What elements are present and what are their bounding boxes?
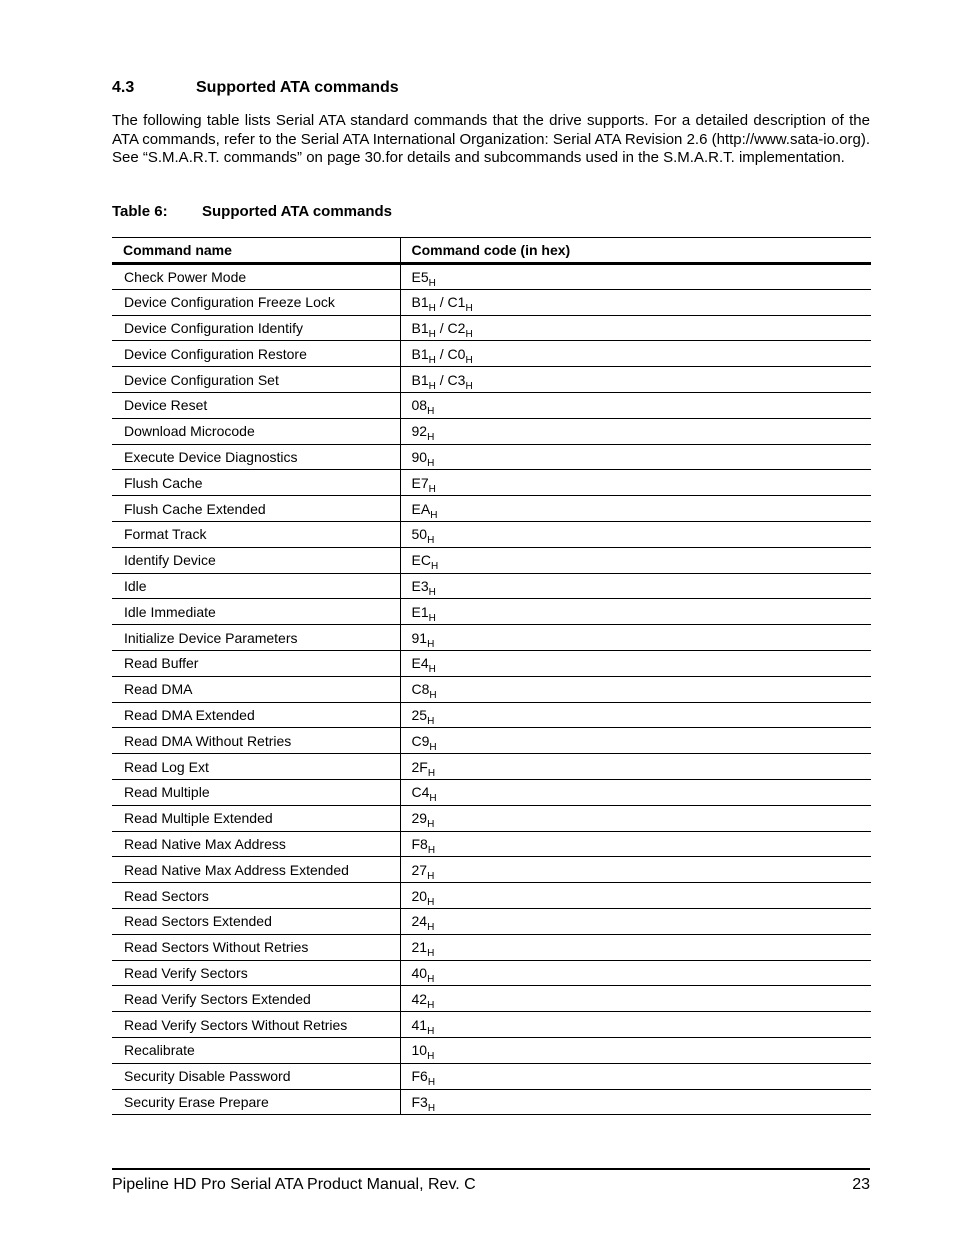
hex-suffix: H <box>428 380 436 392</box>
hex-code: 42 <box>411 990 428 1007</box>
command-code-cell <box>400 264 871 290</box>
hex-suffix: H <box>427 1051 435 1063</box>
table-row <box>112 831 871 857</box>
command-name-cell: Read Native Max Address Extended <box>112 857 400 883</box>
command-code-cell <box>400 650 871 676</box>
hex-code: 50 <box>411 526 428 543</box>
hex-code: C2 <box>447 319 466 336</box>
hex-code: EC <box>411 552 431 569</box>
table-row <box>112 986 871 1012</box>
hex-suffix: H <box>427 1025 435 1037</box>
hex-suffix: H <box>428 303 436 315</box>
table-row <box>112 315 871 341</box>
hex-suffix: H <box>427 844 436 856</box>
section-title: Supported ATA commands <box>196 79 399 96</box>
hex-code: 27 <box>411 861 428 878</box>
hex-code: B1 <box>411 319 429 336</box>
hex-suffix: H <box>428 612 436 624</box>
hex-code: 92 <box>411 423 428 440</box>
command-code-cell <box>400 960 871 986</box>
command-name-cell: Flush Cache <box>112 470 400 496</box>
hex-suffix: H <box>428 354 436 366</box>
hex-code: E3 <box>411 577 429 594</box>
section-number: 4.3 <box>112 79 135 96</box>
hex-code: 24 <box>411 913 428 930</box>
command-code-cell <box>400 547 871 573</box>
table-row <box>112 1037 871 1063</box>
command-name-cell: Read DMA Without Retries <box>112 728 400 754</box>
hex-code: B1 <box>411 371 429 388</box>
code-separator: / <box>435 294 448 311</box>
command-code-cell <box>400 728 871 754</box>
code-separator: / <box>435 345 448 362</box>
table-row <box>112 857 871 883</box>
hex-code: E4 <box>411 655 429 672</box>
hex-suffix: H <box>427 715 435 727</box>
hex-suffix: H <box>428 277 436 289</box>
page-number: 23 <box>852 1176 870 1193</box>
table-row <box>112 496 871 522</box>
hex-code: F3 <box>411 1093 428 1110</box>
command-name-cell: Security Disable Password <box>112 1063 400 1089</box>
table-row <box>112 1012 871 1038</box>
command-code-cell <box>400 392 871 418</box>
table-row <box>112 1063 871 1089</box>
hex-suffix: H <box>427 535 435 547</box>
hex-suffix: H <box>428 664 436 676</box>
table-caption <box>112 203 392 220</box>
table-caption-title: Supported ATA commands <box>202 203 393 220</box>
hex-suffix: H <box>430 509 438 521</box>
table-caption-number: Table 6: <box>112 203 168 220</box>
table-body <box>112 264 871 1115</box>
command-name-cell: Device Configuration Freeze Lock <box>112 289 400 315</box>
command-name-cell: Read Multiple Extended <box>112 805 400 831</box>
table-row <box>112 650 871 676</box>
command-name-cell: Read Verify Sectors Extended <box>112 986 400 1012</box>
hex-suffix: H <box>427 999 435 1011</box>
hex-code: 10 <box>411 1042 428 1059</box>
table-row <box>112 908 871 934</box>
command-name-cell: Recalibrate <box>112 1037 400 1063</box>
hex-code: C3 <box>447 371 466 388</box>
command-name-cell: Read Sectors Extended <box>112 908 400 934</box>
command-code-cell <box>400 805 871 831</box>
command-code-cell <box>400 1037 871 1063</box>
hex-suffix: H <box>427 432 435 444</box>
table-row <box>112 392 871 418</box>
hex-suffix: H <box>428 483 436 495</box>
command-name-cell: Device Configuration Set <box>112 367 400 393</box>
hex-code: C9 <box>411 732 430 749</box>
hex-code: 29 <box>411 810 428 827</box>
table-row <box>112 264 871 290</box>
hex-code: EA <box>411 500 431 517</box>
command-code-cell <box>400 934 871 960</box>
command-code-cell <box>400 470 871 496</box>
hex-suffix: H <box>429 741 437 753</box>
command-code-cell <box>400 315 871 341</box>
hex-code: 25 <box>411 706 428 723</box>
commands-table <box>112 237 871 1115</box>
hex-code: 90 <box>411 448 428 465</box>
command-name-cell: Check Power Mode <box>112 264 400 290</box>
table-row <box>112 599 871 625</box>
intro-paragraph: The following table lists Serial ATA standard commands that the drive supports. For a detailed description of the ATA commands, refer to the Serial ATA International Organization: Serial ATA Revision 2.6 (http://www.sata-io.org). See “S.M.A.R.T. commands” on page 30.for details and subcommands used in the S.M.A.R.T. implementation. <box>112 112 870 167</box>
command-code-cell <box>400 1089 871 1115</box>
hex-code: E1 <box>411 603 429 620</box>
hex-suffix: H <box>428 586 436 598</box>
table-row <box>112 728 871 754</box>
command-code-cell <box>400 521 871 547</box>
command-code-cell <box>400 496 871 522</box>
command-name-cell: Device Configuration Identify <box>112 315 400 341</box>
table-row <box>112 289 871 315</box>
hex-code: C8 <box>411 681 430 698</box>
command-code-cell <box>400 418 871 444</box>
hex-code: 41 <box>411 1016 428 1033</box>
command-code-cell <box>400 1063 871 1089</box>
footer-title: Pipeline HD Pro Serial ATA Product Manual, Rev. C <box>112 1176 476 1193</box>
table-row <box>112 754 871 780</box>
command-name-cell: Idle Immediate <box>112 599 400 625</box>
table-row <box>112 676 871 702</box>
command-code-cell <box>400 754 871 780</box>
hex-code: C0 <box>447 345 466 362</box>
command-name-cell: Read Verify Sectors <box>112 960 400 986</box>
table-row <box>112 470 871 496</box>
footer-rule <box>112 1168 870 1170</box>
command-code-cell <box>400 1012 871 1038</box>
command-name-cell: Download Microcode <box>112 418 400 444</box>
command-name-cell: Read Sectors <box>112 883 400 909</box>
hex-suffix: H <box>427 457 435 469</box>
table-header-row <box>112 238 871 264</box>
hex-suffix: H <box>428 328 436 340</box>
command-name-cell: Read Buffer <box>112 650 400 676</box>
hex-suffix: H <box>427 638 435 650</box>
command-name-cell: Initialize Device Parameters <box>112 625 400 651</box>
hex-suffix: H <box>427 870 435 882</box>
command-code-cell <box>400 341 871 367</box>
table-row <box>112 418 871 444</box>
command-name-cell: Identify Device <box>112 547 400 573</box>
command-code-cell <box>400 599 871 625</box>
command-code-cell <box>400 908 871 934</box>
section-heading <box>112 79 399 97</box>
command-name-cell: Device Configuration Restore <box>112 341 400 367</box>
hex-suffix: H <box>427 819 435 831</box>
command-name-cell: Read Sectors Without Retries <box>112 934 400 960</box>
hex-suffix: H <box>427 922 435 934</box>
hex-code: E7 <box>411 474 429 491</box>
hex-code: C1 <box>447 294 466 311</box>
hex-code: 20 <box>411 887 428 904</box>
hex-suffix: H <box>427 896 435 908</box>
hex-code: C4 <box>411 784 430 801</box>
hex-code: B1 <box>411 294 429 311</box>
code-separator: / <box>435 319 448 336</box>
hex-code: 40 <box>411 964 428 981</box>
command-code-cell <box>400 883 871 909</box>
command-name-cell: Format Track <box>112 521 400 547</box>
header-command-name: Command name <box>112 238 400 264</box>
table-row <box>112 625 871 651</box>
command-name-cell: Read DMA Extended <box>112 702 400 728</box>
command-code-cell <box>400 289 871 315</box>
hex-suffix: H <box>427 767 436 779</box>
hex-suffix: H <box>429 793 437 805</box>
command-code-cell <box>400 831 871 857</box>
hex-suffix: H <box>465 354 473 366</box>
command-name-cell: Security Erase Prepare <box>112 1089 400 1115</box>
table-row <box>112 547 871 573</box>
hex-code: 21 <box>411 939 428 956</box>
table-row <box>112 444 871 470</box>
command-code-cell <box>400 676 871 702</box>
command-name-cell: Flush Cache Extended <box>112 496 400 522</box>
hex-code: 91 <box>411 629 428 646</box>
table-row <box>112 341 871 367</box>
hex-code: F8 <box>411 835 428 852</box>
table-row <box>112 934 871 960</box>
hex-suffix: H <box>465 303 473 315</box>
hex-suffix: H <box>427 1102 436 1114</box>
command-code-cell <box>400 986 871 1012</box>
hex-code: E5 <box>411 268 429 285</box>
table-row <box>112 883 871 909</box>
command-code-cell <box>400 702 871 728</box>
command-name-cell: Read Verify Sectors Without Retries <box>112 1012 400 1038</box>
command-name-cell: Read Native Max Address <box>112 831 400 857</box>
command-name-cell: Execute Device Diagnostics <box>112 444 400 470</box>
hex-suffix: H <box>465 380 473 392</box>
command-name-cell: Read Log Ext <box>112 754 400 780</box>
hex-suffix: H <box>427 1077 436 1089</box>
command-code-cell <box>400 444 871 470</box>
hex-suffix: H <box>430 561 439 573</box>
code-separator: / <box>435 371 448 388</box>
table-row <box>112 960 871 986</box>
command-name-cell: Device Reset <box>112 392 400 418</box>
table-row <box>112 1089 871 1115</box>
table-row <box>112 521 871 547</box>
header-command-code: Command code (in hex) <box>400 238 871 264</box>
hex-code: 2F <box>411 758 428 775</box>
hex-suffix: H <box>465 328 473 340</box>
command-name-cell: Read Multiple <box>112 779 400 805</box>
hex-code: B1 <box>411 345 429 362</box>
command-name-cell: Idle <box>112 573 400 599</box>
table-row <box>112 367 871 393</box>
hex-suffix: H <box>427 973 435 985</box>
command-code-cell <box>400 367 871 393</box>
table-row <box>112 779 871 805</box>
hex-code: 08 <box>411 397 428 414</box>
command-code-cell <box>400 779 871 805</box>
hex-suffix: H <box>427 406 435 418</box>
hex-suffix: H <box>429 690 437 702</box>
command-name-cell: Read DMA <box>112 676 400 702</box>
table-row <box>112 702 871 728</box>
table-row <box>112 805 871 831</box>
table-row <box>112 573 871 599</box>
command-code-cell <box>400 573 871 599</box>
command-code-cell <box>400 857 871 883</box>
hex-suffix: H <box>427 948 435 960</box>
command-code-cell <box>400 625 871 651</box>
hex-code: F6 <box>411 1068 428 1085</box>
